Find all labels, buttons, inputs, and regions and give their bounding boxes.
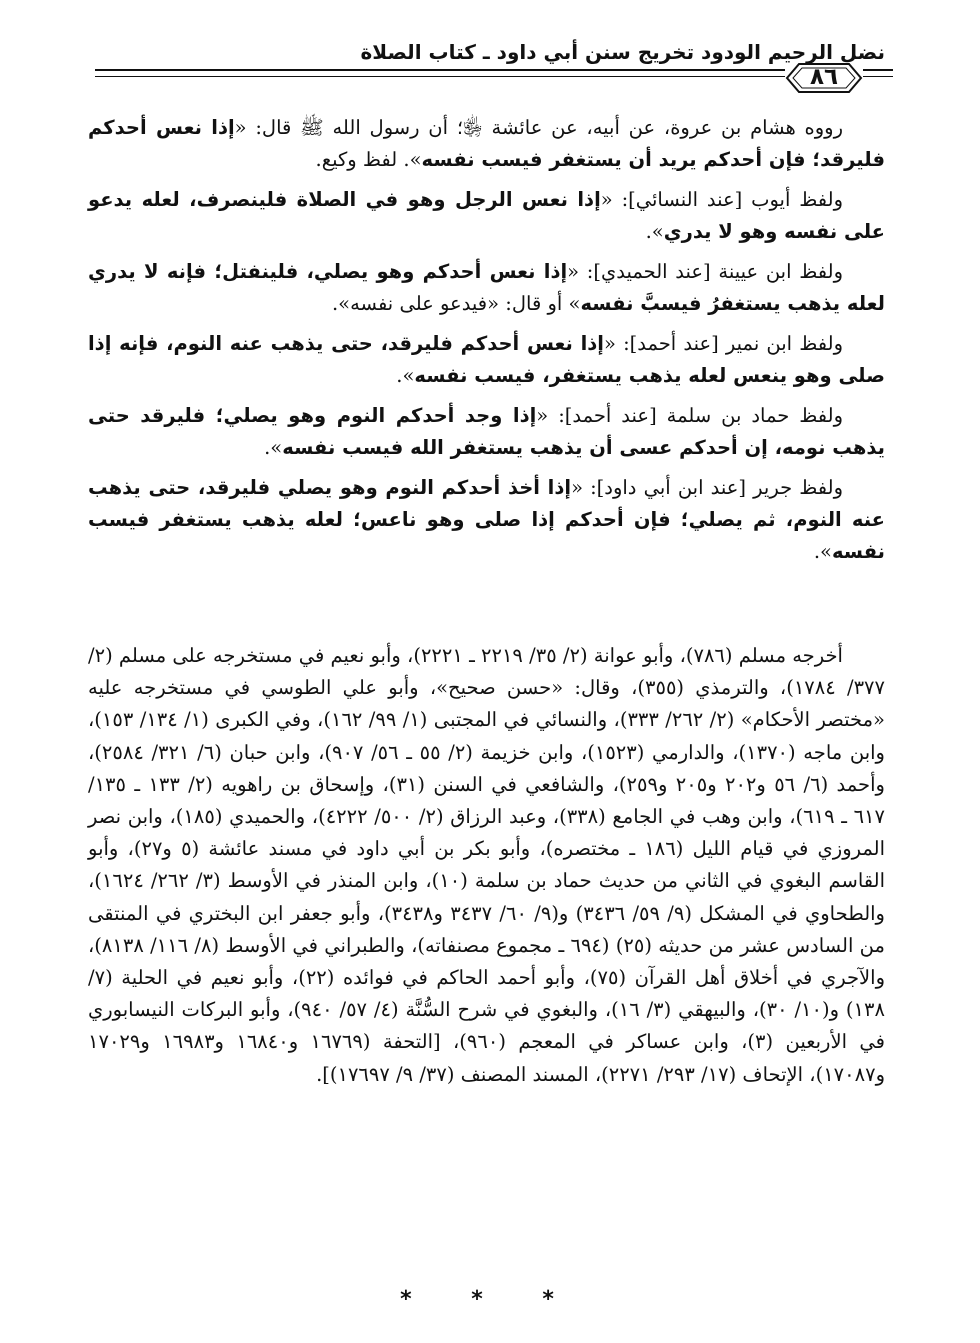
header-rule-right-bottom <box>863 76 893 77</box>
hadith-text: إذا وجد أحدكم النوم وهو يصلي؛ فليرقد حتى يذهب نومه، إن أحدكم عسى أن يذهب يستغفر الله فيسب نفسه <box>88 404 885 459</box>
paragraph-tail: ». <box>645 220 664 243</box>
hadith-text: إذا نعس أحدكم وهو يصلي، فلينفتل؛ فإنه لا يدري لعله يذهب يستغفرُ فيسبَّ نفسه <box>88 260 885 315</box>
hadith-text: إذا أخذ أحدكم النوم وهو يصلي فليرقد، حتى يذهب عنه النوم، ثم يصلي؛ فإن أحدكم إذا صلى وهو ناعس؛ لعله يذهب يستغفر فيسب نفسه <box>88 476 885 563</box>
paragraph-lead: ولفظ جرير [عند ابن أبي داود]: « <box>571 476 843 499</box>
header-rule-left-top <box>95 69 785 71</box>
paragraph-lead: ولفظ ابن نمير [عند أحمد]: « <box>603 332 843 355</box>
paragraph-hammad <box>88 400 885 464</box>
page-number-cartouche <box>785 58 863 98</box>
hadith-text: إذا نعس أحدكم فليرقد؛ فإن أحدكم يريد أن يستغفر فيسب نفسه <box>88 116 885 171</box>
header-rule-right-top <box>863 69 893 71</box>
paragraph-ayyub <box>88 184 885 248</box>
paragraph-ibn-numayr <box>88 328 885 392</box>
paragraph-tail: ». <box>264 436 283 459</box>
paragraph-hisham <box>88 112 885 176</box>
paragraph-tail: » أو قال: «فيدعو على نفسه». <box>331 292 581 315</box>
paragraph-lead: ولفظ ابن عيينة [عند الحميدي]: « <box>567 260 843 283</box>
paragraph-ibn-uyaynah <box>88 256 885 320</box>
paragraph-tail: ». لفظ وكيع. <box>315 148 422 171</box>
main-text <box>88 112 885 576</box>
paragraph-jarir <box>88 472 885 568</box>
running-header-title: نضل الرحيم الودود تخريج سنن أبي داود ـ كتاب الصلاة <box>360 40 885 64</box>
paragraph-lead: ولفظ حماد بن سلمة [عند أحمد]: « <box>536 404 844 427</box>
page-number: ٨٦ <box>809 64 839 90</box>
paragraph-lead: ولفظ أيوب [عند النسائي]: « <box>600 188 843 211</box>
hadith-text: إذا نعس أحدكم فليرقد، حتى يذهب عنه النوم، فإنه إذا صلى وهو ينعس لعله يذهب يستغفر، فيسب نفسه <box>88 332 885 387</box>
paragraph-lead: رووه هشام بن عروة، عن أبيه، عن عائشة ﵂؛ أن رسول الله ﷺ قال: « <box>234 116 844 139</box>
header-rule-left-bottom <box>95 76 785 77</box>
paragraph-tail: ». <box>396 364 415 387</box>
section-separator: * * * <box>400 1287 580 1312</box>
takhrij-paragraph: أخرجه مسلم (٧٨٦)، وأبو عوانة (٢/ ٣٥/ ٢٢١٩ ـ ٢٢٢١)، وأبو نعيم في مستخرجه على مسلم (٢/ ٣٧٧/ ١٧٨٤)، والترمذي (٣٥٥)، وقال: «حسن صحيح»، وأبو علي الطوسي في مستخرجه عليه «مختصر الأحكام» (٢/ ٢٦٢/ ٣٣٣)، والنسائي في المجتبى (١/ ٩٩/ ١٦٢)، وفي الكبرى (١/ ١٣٤/ ١٥٣)، وابن ماجه (١٣٧٠)، والدارمي (١٥٢٣)، وابن خزيمة (٢/ ٥٥ ـ ٥٦/ ٩٠٧)، وابن حبان (٦/ ٣٢١/ ٢٥٨٤)، وأحمد (٦/ ٥٦ و٢٠٢ و٢٠٥ و٢٥٩)، والشافعي في السنن (٣١)، وإسحاق بن راهويه (٢/ ١٣٣ ـ ١٣٥/ ٦١٧ ـ ٦١٩)، وابن وهب في الجامع (٣٣٨)، وعبد الرزاق (٢/ ٥٠٠/ ٤٢٢٢)، والحميدي (١٨٥)، وابن نصر المروزي في قيام الليل (١٨٦ ـ مختصره)، وأبو بكر بن أبي داود في مسند عائشة (٥ و٢٧)، وأبو القاسم البغوي في الثاني من حديث حماد بن سلمة (١٠)، وابن المنذر في الأوسط (٣/ ٢٦٢/ ١٦٢٤)، والطحاوي في المشكل (٩/ ٥٩/ ٣٤٣٦) و(٩/ ٦٠/ ٣٤٣٧ و٣٤٣٨)، وأبو جعفر ابن البختري في المنتقى من السادس عشر من حديثه (٢٥) (٦٩٤ ـ مجموع مصنفاته)، والطبراني في الأوسط (٨/ ١١٦/ ٨١٣٨)، والآجري في أخلاق أهل القرآن (٧٥)، وأبو أحمد الحاكم في فوائده (٢٢)، وأبو نعيم في الحلية (٧/ ١٣٨) و(١٠/ ٣٠)، والبيهقي (٣/ ١٦)، والبغوي في شرح السُّنَّة (٤/ ٥٧/ ٩٤٠)، وأبو البركات النيسابوري في الأربعين (٣)، وابن عساكر في المعجم (٩٦٠)، [التحفة (١٦٧٦٩ و١٦٨٤٠ و١٦٩٨٣ و١٧٠٢٩ و١٧٠٨٧)، الإتحاف (١٧/ ٢٩٣/ ٢٢٧١)، المسند المصنف (٣٧/ ٩/ ١٧٦٩٧)]. <box>88 644 886 1086</box>
hadith-text: إذا نعس الرجل وهو في الصلاة فلينصرف، لعله يدعو على نفسه وهو لا يدري <box>88 188 885 243</box>
paragraph-tail: ». <box>813 540 832 563</box>
